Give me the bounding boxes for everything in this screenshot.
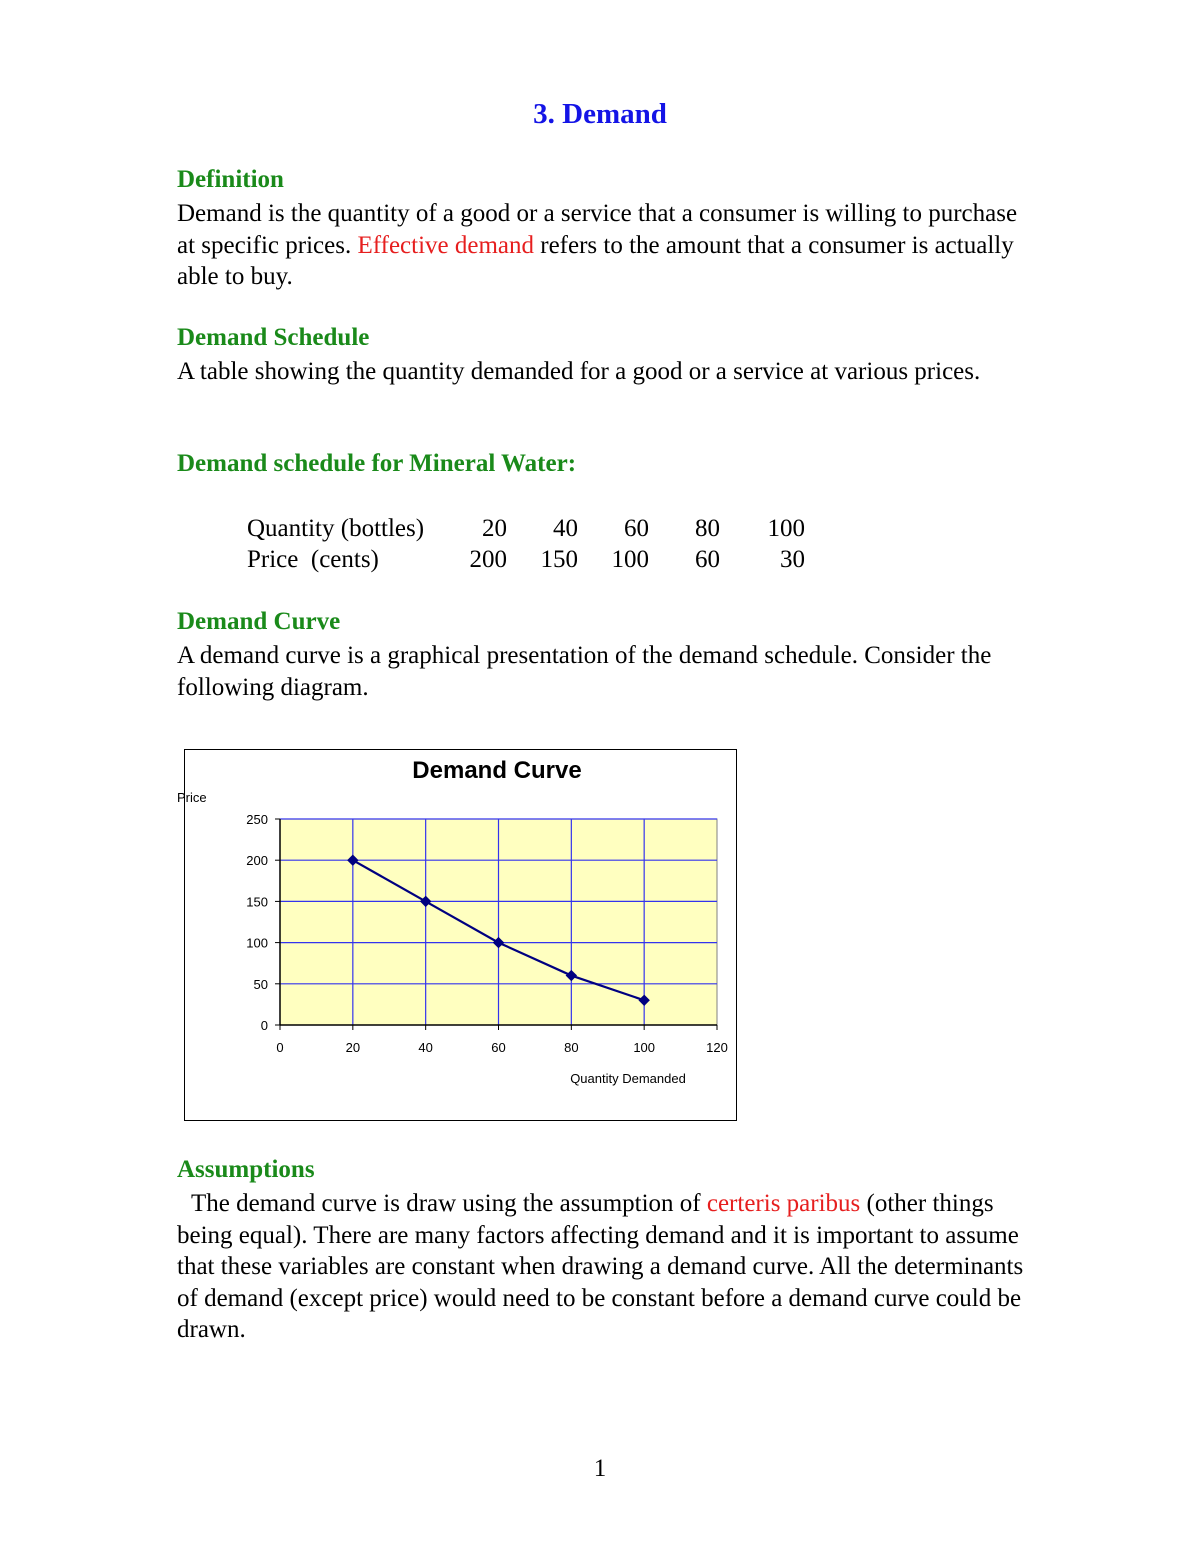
y-tick-label: 50 [253, 976, 268, 992]
quantity-cell: 80 [695, 514, 720, 542]
plot-area [246, 812, 728, 1055]
y-tick-label: 200 [246, 853, 268, 869]
x-tick-label: 40 [418, 1040, 433, 1055]
quantity-cell: 100 [767, 514, 805, 542]
price-cell: 100 [611, 546, 649, 574]
chart-canvas [177, 750, 738, 1122]
y-tick-label: 100 [246, 935, 268, 951]
demand-curve-heading: Demand Curve [177, 608, 341, 635]
mineral-water-heading: Demand schedule for Mineral Water: [177, 450, 577, 477]
definition-text-1: Demand is the quantity of a good or a service that a consumer is willing to purchase at specific prices. [177, 200, 1018, 259]
price-cell: 60 [695, 546, 720, 574]
demand-curve-chart [177, 749, 737, 1121]
quantity-label: Quantity (bottles) [247, 514, 425, 542]
y-tick-label: 250 [246, 812, 268, 827]
quantity-cell: 60 [624, 514, 649, 542]
assumptions-text-2: (other things being equal). There are many factors affecting demand and it is important to assume that these variables are constant when drawing a demand curve. All the determinants of demand (except price) would need to be constant before a demand curve could be drawn. [177, 1190, 1024, 1343]
x-tick-label: 0 [276, 1040, 284, 1055]
price-label: Price (cents) [247, 546, 379, 574]
assumptions-text-1: The demand curve is draw using the assumption of [191, 1190, 707, 1217]
definition-paragraph [177, 198, 1037, 293]
x-tick-label: 80 [564, 1040, 579, 1055]
x-tick-label: 20 [345, 1040, 361, 1055]
ceteris-paribus-term: certeris paribus [706, 1190, 861, 1217]
y-tick-label: 0 [260, 1018, 268, 1033]
x-tick-label: 60 [491, 1040, 506, 1055]
price-cell: 150 [540, 546, 578, 574]
assumptions-heading: Assumptions [177, 1156, 315, 1183]
y-tick-label: 150 [246, 894, 268, 910]
x-tick-label: 100 [633, 1040, 656, 1055]
demand-schedule-text: A table showing the quantity demanded for a good or a service at various prices. [177, 358, 981, 385]
definition-text-2: refers to the amount that a consumer is actually able to buy. [177, 231, 1014, 290]
page-number: 1 [593, 1455, 607, 1482]
definition-heading: Definition [177, 166, 284, 193]
quantity-cell: 40 [553, 514, 578, 542]
price-row [247, 545, 805, 577]
price-cell: 200 [469, 546, 507, 574]
x-tick-label: 120 [706, 1040, 728, 1055]
demand-curve-text: A demand curve is a graphical presentation of the demand schedule. Consider the following diagram. [177, 642, 992, 701]
quantity-cell: 20 [482, 514, 507, 542]
chart-title: Demand Curve [412, 757, 582, 784]
price-cell: 30 [780, 546, 805, 574]
y-axis-label: Price [177, 790, 207, 805]
demand-schedule-heading: Demand Schedule [177, 324, 370, 351]
quantity-row [247, 513, 805, 545]
demand-schedule-table [247, 513, 805, 576]
page-title: 3. Demand [533, 98, 667, 130]
effective-demand-term: Effective demand [357, 231, 535, 259]
x-axis-label: Quantity Demanded [570, 1071, 686, 1086]
assumptions-paragraph [177, 1188, 1037, 1346]
